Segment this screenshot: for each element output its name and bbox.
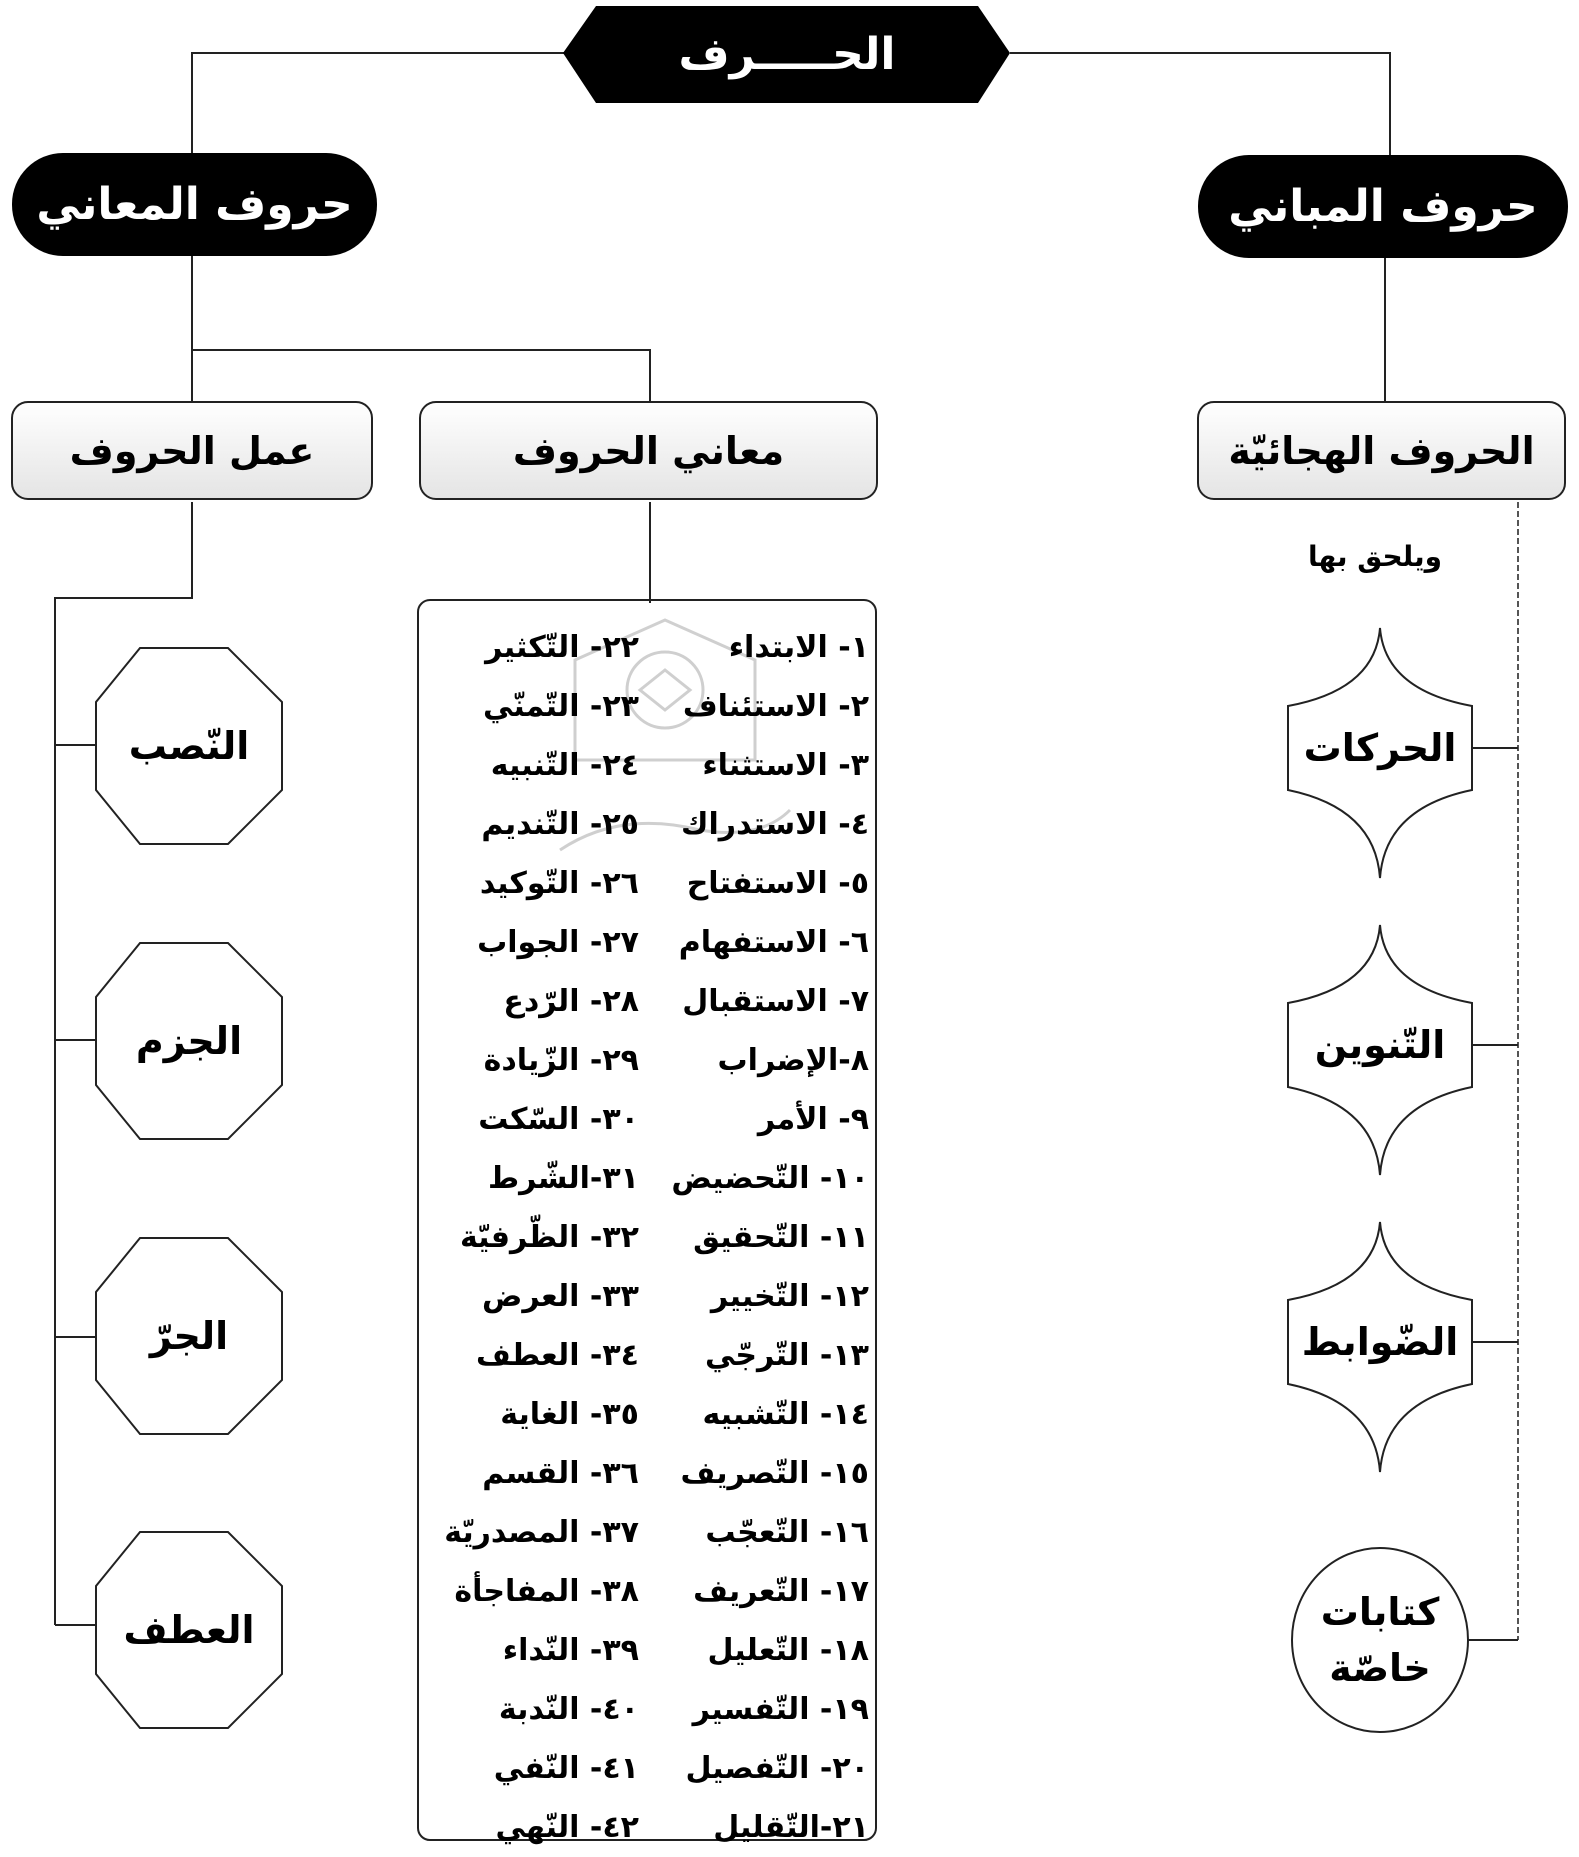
meaning-item: ٣٤- العطف (476, 1338, 639, 1373)
meaning-item: ٣٨- المفاجأة (454, 1574, 639, 1609)
meaning-item: ١٩- التّفسير (692, 1692, 869, 1727)
meaning-item: ٣٢- الظّرفيّة (459, 1220, 639, 1255)
harakat-label: الحركات (1303, 726, 1457, 770)
meaning-item: ٢٤- التّنبيه (490, 748, 639, 783)
meaning-item: ٤٢- النّهي (495, 1810, 639, 1845)
maani-huruf-box-label: معاني الحروف (512, 428, 785, 473)
meaning-item: ٢٩- الزّيادة (483, 1043, 639, 1078)
meaning-item: ١٨- التّعليل (707, 1633, 869, 1668)
meaning-item: ٢٦- التّوكيد (479, 866, 639, 901)
meaning-item: ٧- الاستقبال (682, 984, 869, 1019)
meaning-item: ١٥- التّصريف (680, 1456, 869, 1491)
connector-root-left (192, 53, 565, 155)
meaning-item: ٥- الاستفتاح (686, 866, 869, 901)
meaning-item: ٣٧- المصدريّة (444, 1515, 639, 1550)
meaning-item: ١٧- التّعريف (693, 1574, 869, 1609)
meaning-item: ٤٠- النّدبة (498, 1692, 639, 1727)
meaning-item: ٣١-الشّرط (488, 1161, 639, 1196)
meaning-item: ١٣- التّرجّي (705, 1338, 869, 1373)
meaning-item: ٢٥- التّنديم (481, 807, 639, 842)
meaning-item: ٣- الاستثناء (702, 748, 869, 783)
maani-branch-label: حروف المعاني (36, 179, 353, 230)
amal-box-label: عمل الحروف (69, 428, 315, 473)
meanings-list-left (434, 618, 639, 1857)
meaning-item: ١٦- التّعجّب (705, 1515, 869, 1550)
mabani-branch-label: حروف المباني (1228, 181, 1538, 232)
meaning-item: ٢٨- الرّدع (503, 984, 639, 1019)
tanwin-label: التّنوين (1314, 1023, 1446, 1067)
meaning-item: ٢٧- الجواب (477, 925, 639, 960)
meaning-item: ٩- الأمر (757, 1102, 869, 1137)
meaning-item: ٣٣- العرض (481, 1279, 639, 1314)
meaning-item: ٣٥- الغاية (500, 1397, 639, 1432)
meaning-item: ٤١- النّفي (493, 1751, 639, 1786)
meaning-item: ٤- الاستدراك (681, 807, 869, 842)
meaning-item: ١٠- التّحضيض (671, 1161, 869, 1196)
nasb-label: النّصب (128, 724, 250, 768)
meaning-item: ٢٢- التّكثير (485, 630, 639, 665)
connector-root-right (1010, 53, 1390, 155)
hijaiya-box-label: الحروف الهجائيّة (1228, 428, 1535, 473)
meaning-item: ٣٩- النّداء (502, 1633, 639, 1668)
meaning-item: ٦- الاستفهام (678, 925, 869, 960)
meaning-item: ٣٠- السّكت (478, 1102, 639, 1137)
meaning-item: ٢٣- التّمنّي (482, 689, 639, 724)
meaning-item: ١٢- التّخيير (710, 1279, 869, 1314)
root-title: الحـــــرف (678, 29, 896, 80)
dawabit-label: الضّوابط (1301, 1320, 1459, 1364)
meaning-item: ٨-الإضراب (717, 1043, 869, 1078)
mabani-caption: ويلحق بها (1307, 540, 1443, 573)
meaning-item: ١١- التّحقيق (693, 1220, 869, 1255)
jazm-label: الجزم (135, 1019, 243, 1063)
meaning-item: ١٤- التّشبيه (702, 1397, 869, 1432)
meaning-item: ٢٠- التّفصيل (685, 1751, 869, 1786)
meaning-item: ٢- الاستئناف (682, 689, 869, 724)
kitabat-label: كتابات خاصّة (1320, 1590, 1440, 1690)
meanings-list-right (669, 618, 869, 1857)
jarr-label: الجرّ (149, 1314, 229, 1358)
meaning-item: ٣٦- القسم (482, 1456, 639, 1491)
meaning-item: ٢١-التّقليل (713, 1810, 869, 1845)
atf-label: العطف (123, 1608, 255, 1652)
meaning-item: ١- الابتداء (728, 630, 869, 665)
connector-maani-meanings (192, 350, 650, 402)
